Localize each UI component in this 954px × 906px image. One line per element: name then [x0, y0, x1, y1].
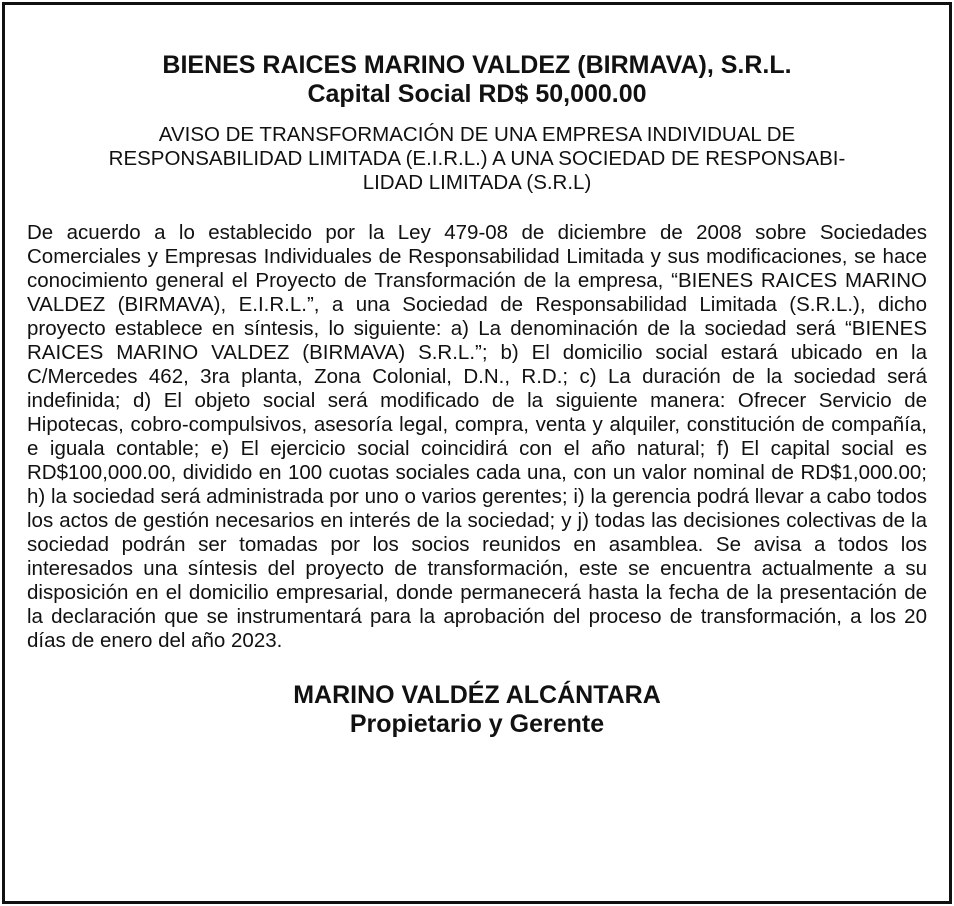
company-name: BIENES RAICES MARINO VALDEZ (BIRMAVA), S.R.L. [162, 51, 792, 79]
notice-heading-line: LIDAD LIMITADA (S.R.L) [362, 171, 592, 194]
company-title [27, 51, 927, 109]
capital-social: Capital Social RD$ 50,000.00 [307, 80, 647, 108]
notice-heading-line: RESPONSABILIDAD LIMITADA (E.I.R.L.) A UNA SOCIEDAD DE RESPONSABI- [108, 147, 846, 170]
signatory-name: MARINO VALDÉZ ALCÁNTARA [293, 681, 661, 709]
notice-content [27, 51, 927, 739]
notice-heading-line: AVISO DE TRANSFORMACIÓN DE UNA EMPRESA INDIVIDUAL DE [158, 123, 796, 146]
notice-body: De acuerdo a lo establecido por la Ley 479-08 de diciembre de 2008 sobre Sociedades Comerciales y Empresas Individuales de Responsabilidad Limitada y sus modificaciones, se hace conocimiento general el Proyecto de Transformación de la empresa, “BIENES RAICES MARINO VALDEZ (BIRMAVA), E.I.R.L.”, a una Sociedad de Responsabilidad Limitada (S.R.L.), dicho proyecto establece en síntesis, lo siguiente: a) La denominación de la sociedad será “BIENES RAICES MARINO VALDEZ (BIRMAVA) S.R.L.”; b) El domicilio social estará ubicado en la C/Mercedes 462, 3ra planta, Zona Colonial, D.N., R.D.; c) La duración de la sociedad será indefinida; d) El objeto social será modificado de la siguiente manera: Ofrecer Servicio de Hipotecas, cobro-compulsivos, asesoría legal, compra, venta y alquiler, constitución de compañía, e iguala contable; e) El ejercicio social coincidirá con el año natural; f) El capital social es RD$100,000.00, dividido en 100 cuotas sociales cada una, con un valor nominal de RD$1,000.00; h) la sociedad será administrada por uno o varios gerentes; i) la gerencia podrá llevar a cabo todos los actos de gestión necesarios en interés de la sociedad; y j) todas las decisiones colectivas de la sociedad podrán ser tomadas por los socios reunidos en asamblea. Se avisa a todos los interesados una síntesis del proyecto de transformación, este se encuentra actualmente a su disposición en el domicilio empresarial, donde permanecerá hasta la fecha de la presentación de la declaración que se instrumentará para la aprobación del proceso de transformación, a los 20 días de enero del año 2023. [27, 221, 927, 652]
notice-heading [27, 123, 927, 195]
legal-notice [2, 2, 952, 904]
signatory-role: Propietario y Gerente [349, 710, 605, 738]
